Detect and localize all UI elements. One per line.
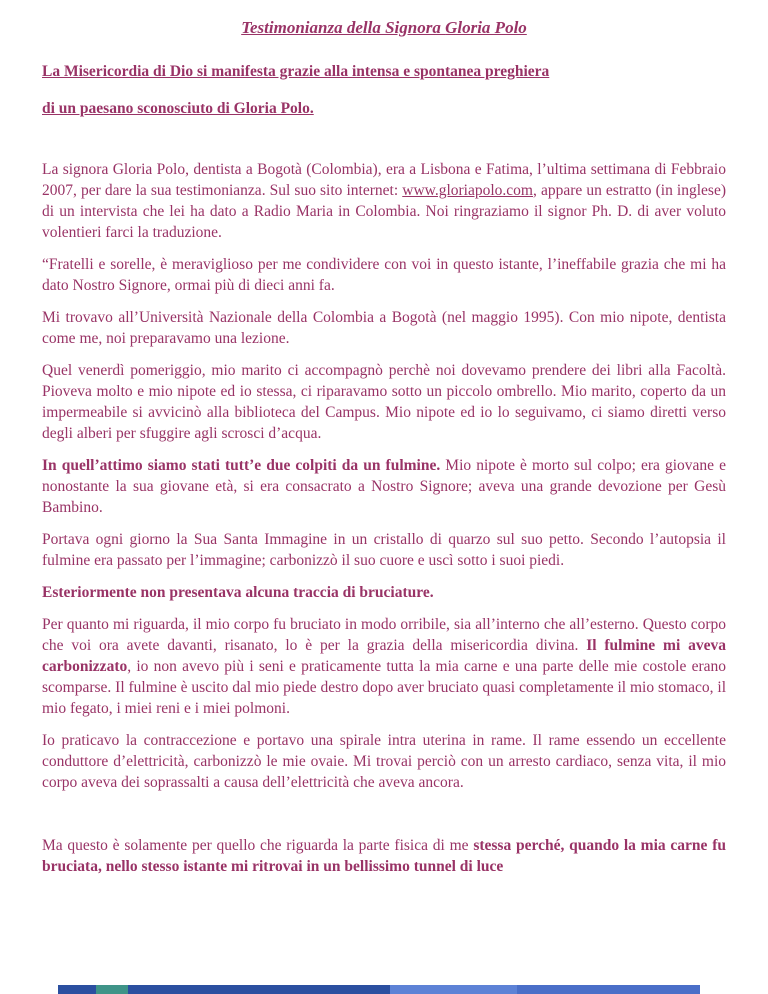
heading-line-1 (42, 62, 726, 82)
text-segment: Ma questo è solamente per quello che riguarda la parte fisica di me (42, 837, 474, 854)
text-segment: Quel venerdì pomeriggio, mio marito ci accompagnò perchè noi dovevamo prendere dei libri alla Facoltà. Pioveva molto e mio nipote ed io stessa, ci riparavamo sotto un piccolo ombrello. Mio marito, coperto da un impermeabile si avvicinò alla biblioteca del Campus. Mio nipote ed io lo seguivamo, ci siamo diretti verso degli alberi per sfuggire agli scrosci d’acqua. (42, 362, 726, 442)
text-segment: In quell’attimo siamo stati tutt’e due colpiti da un fulmine. (42, 457, 441, 474)
taskbar-window-button-1[interactable] (390, 985, 517, 994)
taskbar-window-button-2[interactable] (517, 985, 700, 994)
paragraph (42, 159, 726, 243)
document-body (42, 159, 726, 877)
paragraph (42, 307, 726, 349)
text-segment: Io praticavo la contraccezione e portavo una spirale intra uterina in rame. Il rame essendo un eccellente conduttore d’elettricità, carbonizzò le mie ovaie. Mi trovai perciò con un arresto cardiaco, senza vita, il mio corpo aveva dei soprassalti a causa dell’elettricità che aveva ancora. (42, 732, 726, 791)
paragraph (42, 360, 726, 444)
text-segment: La signora Gloria Polo, dentista a Bogotà (Colombia), era a Lisbona e Fatima, l’ultima settimana di Febbraio 2007, per dare la sua testimonianza. Sul suo sito internet: (42, 161, 726, 199)
taskbar-fragment (0, 984, 768, 994)
paragraph (42, 614, 726, 719)
inline-link[interactable]: www.gloriapolo.com (402, 182, 533, 199)
text-segment: Portava ogni giorno la Sua Santa Immagine in un cristallo di quarzo sul suo petto. Secondo l’autopsia il fulmine era passato per l’immagine; carbonizzò il suo cuore e uscì sotto i suoi piedi. (42, 531, 726, 569)
text-segment: Mi trovavo all’Università Nazionale della Colombia a Bogotà (nel maggio 1995). Con mio nipote, dentista come me, noi preparavamo una lezione. (42, 309, 726, 347)
text-segment: , io non avevo più i seni e praticamente tutta la mia carne e una parte delle mie costole erano scomparse. Il fulmine è uscito dal mio piede destro dopo aver bruciato quasi completamente il mio stomaco, il mio fegato, i miei reni e i miei polmoni. (42, 658, 726, 717)
heading-line-1-text: La Misericordia di Dio si manifesta grazie alla intensa e spontanea preghiera (42, 63, 550, 80)
text-segment: stessa perché, quando la mia carne fu bruciata, nello stesso istante mi ritrovai in un bellissimo tunnel di luce (42, 837, 726, 875)
text-segment: Il fulmine mi aveva carbonizzato (42, 637, 726, 675)
heading-line-2 (42, 99, 726, 119)
paragraph (42, 835, 726, 877)
taskbar-start-button[interactable] (96, 985, 128, 994)
title-text: Testimonianza della Signora (241, 18, 446, 37)
document-subtitle (42, 62, 726, 119)
text-segment: , appare un estratto (in inglese) di un intervista che lei ha dato a Radio Maria in Colombia. Noi ringraziamo il signor Ph. D. di aver voluto volentieri farci la traduzione. (42, 182, 726, 241)
text-segment: Per quanto mi riguarda, il mio corpo fu bruciato in modo orribile, sia all’interno che all’esterno. Questo corpo che voi ora avete davanti, risanato, lo è per la grazia della misericordia divina. (42, 616, 726, 654)
paragraph (42, 455, 726, 518)
title-emphasis: Gloria Polo (445, 18, 527, 37)
paragraph (42, 582, 726, 603)
paragraph (42, 254, 726, 296)
heading-line-2-text: di un paesano sconosciuto di Gloria Polo. (42, 100, 314, 117)
text-segment: “Fratelli e sorelle, è meraviglioso per me condividere con voi in questo istante, l’ineffabile grazia che mi ha dato Nostro Signore, ormai più di dieci anni fa. (42, 256, 726, 294)
text-segment: Mio nipote è morto sul colpo; era giovane e nonostante la sua giovane età, si era consacrato a Nostro Signore; aveva una grande devozione per Gesù Bambino. (42, 457, 727, 516)
text-segment: Esteriormente non presentava alcuna traccia di bruciature. (42, 584, 434, 601)
taskbar-segment-left[interactable] (58, 985, 96, 994)
paragraph (42, 730, 726, 793)
taskbar-segment-mid[interactable] (128, 985, 390, 994)
document-title (42, 18, 726, 38)
paragraph (42, 529, 726, 571)
